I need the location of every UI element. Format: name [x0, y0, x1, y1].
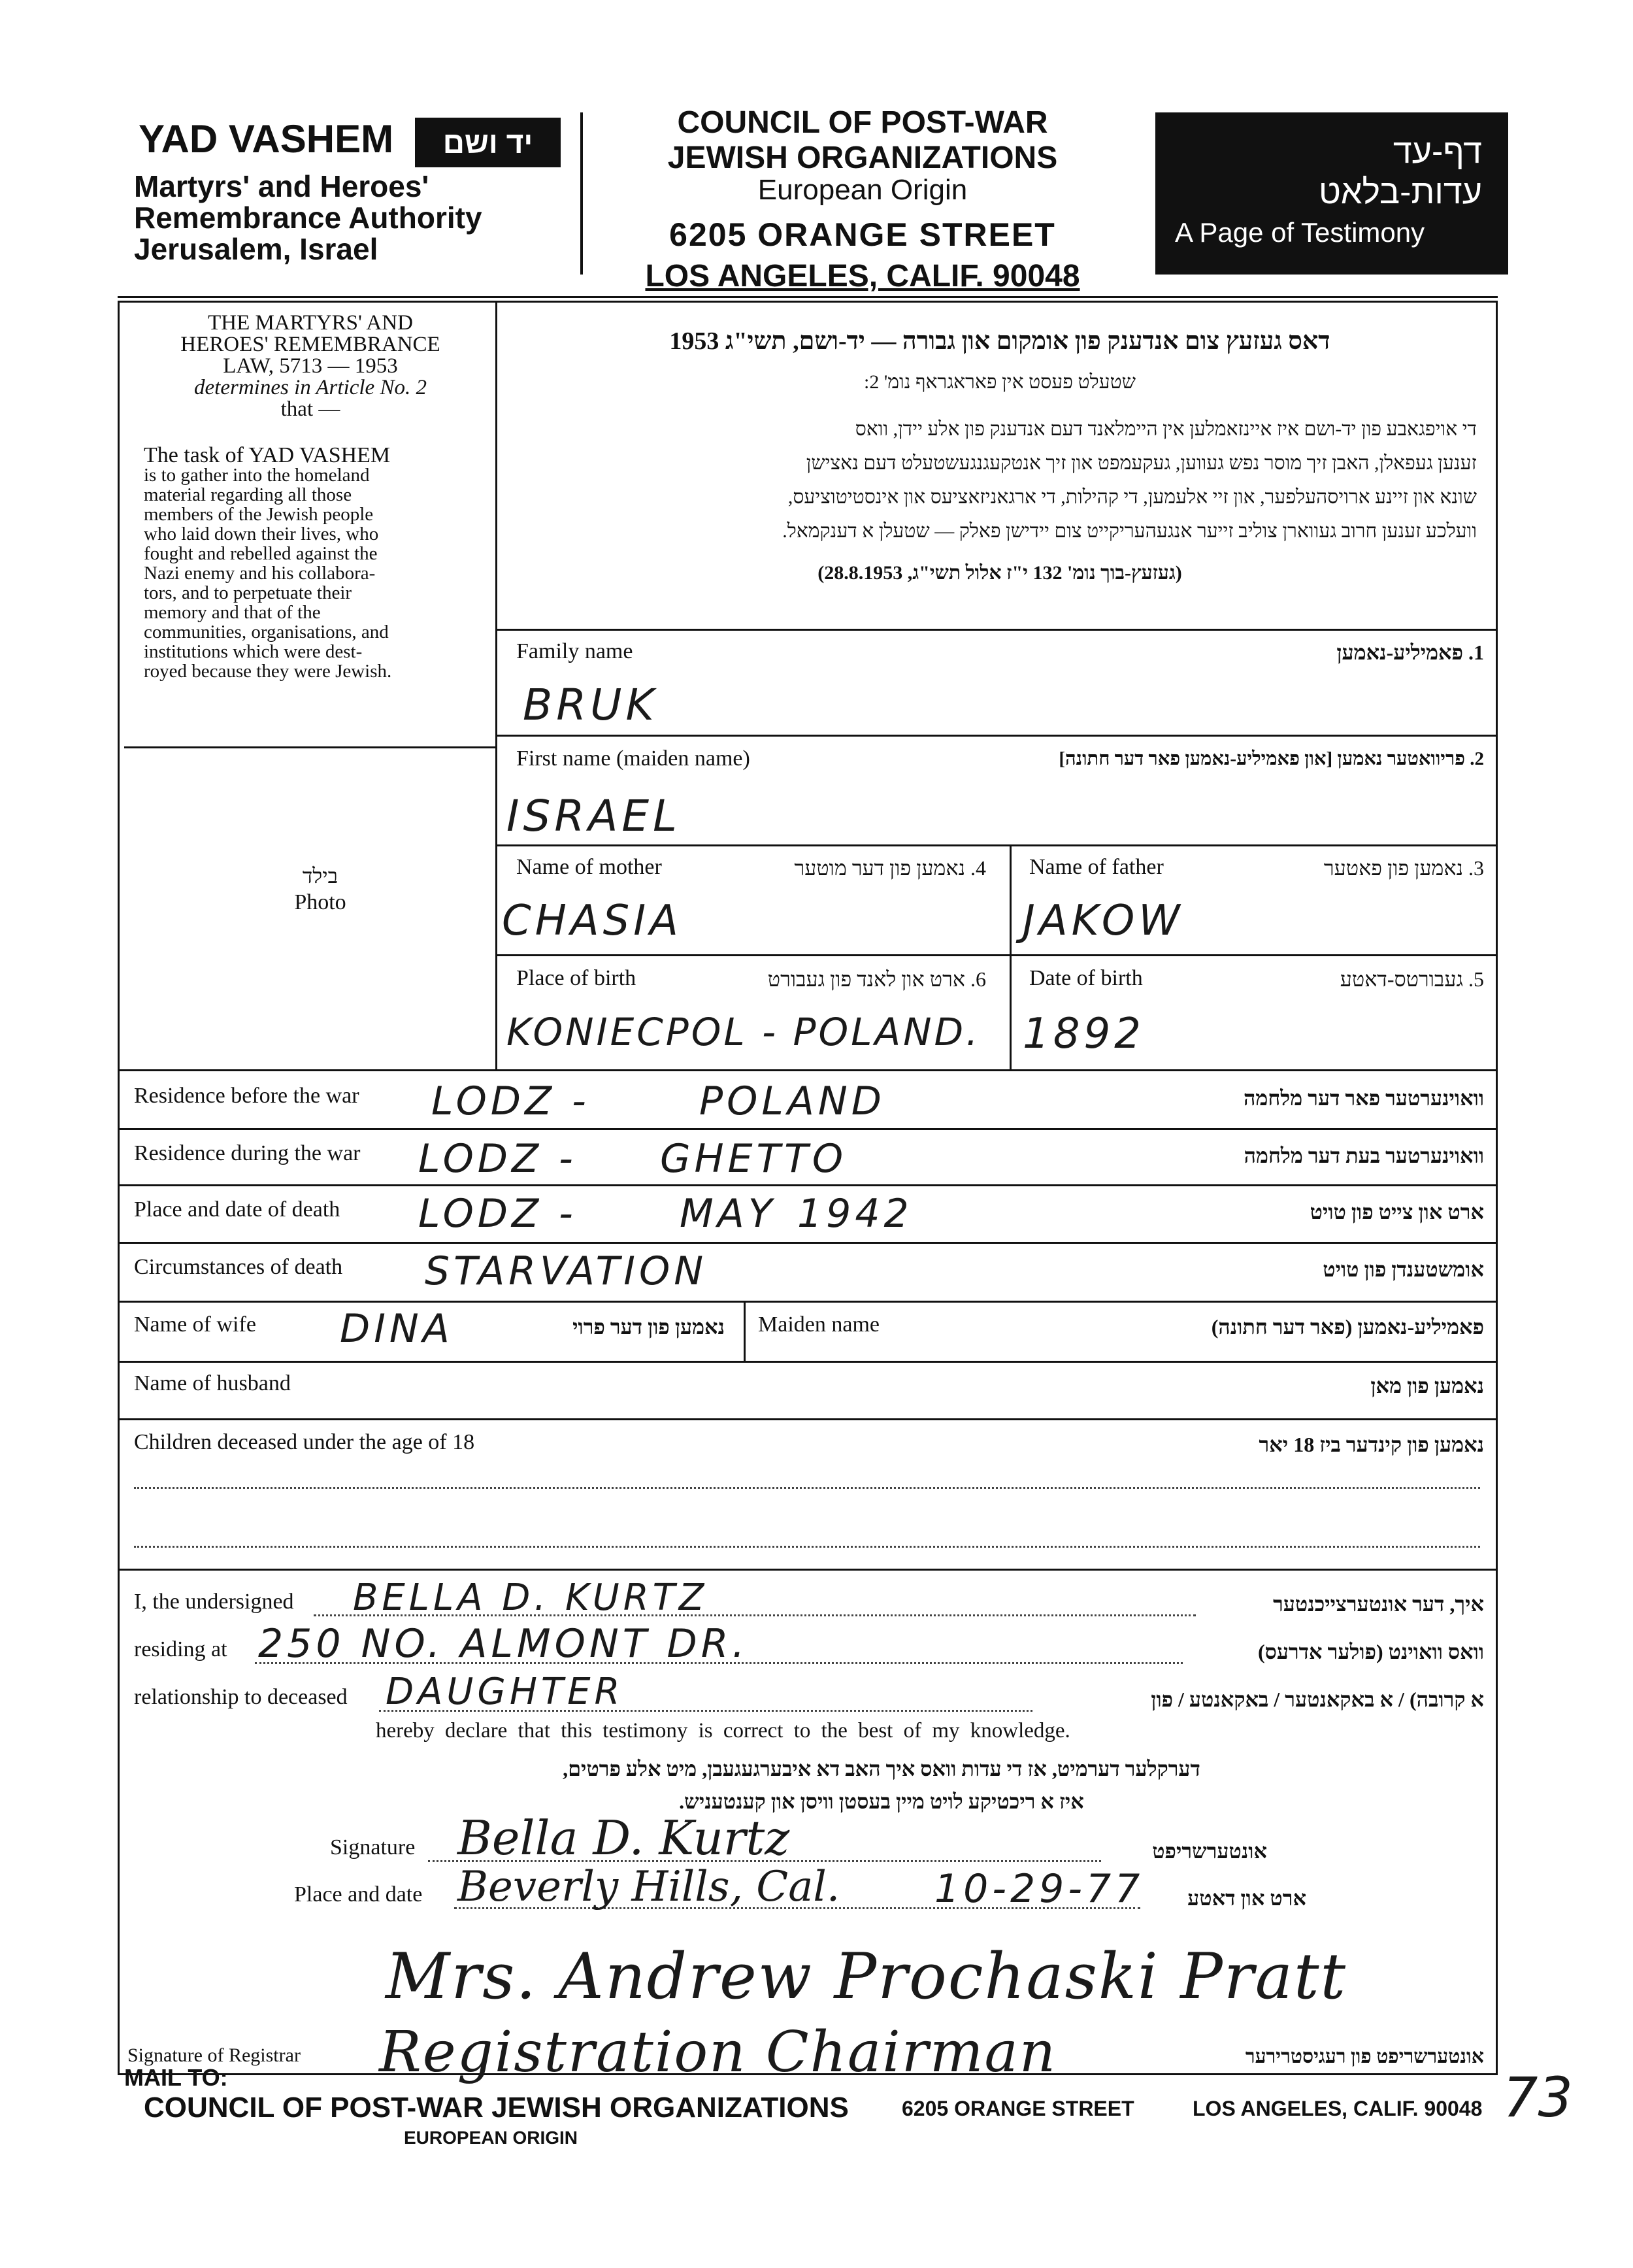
undersigned-label: I, the undersigned [134, 1590, 294, 1614]
father-value[interactable]: JAKOW [1023, 897, 1184, 945]
signature-value[interactable]: Bella D. Kurtz [457, 1810, 790, 1865]
death-value-3[interactable]: 1942 [797, 1191, 913, 1237]
residing-label: residing at [134, 1637, 227, 1661]
row-line-husband [118, 1361, 1498, 1363]
law-hebrew-citation: (געזעץ-בוך נומ' 132 י"ז אלול תשי"ג, 28.8.1953) [817, 562, 1182, 584]
law-title-2: HEROES' REMEMBRANCE [180, 333, 440, 356]
family-name-label: Family name [516, 639, 633, 663]
law-task-text [144, 443, 484, 682]
council-line-1: COUNCIL OF POST-WAR [677, 105, 1048, 140]
birth-date-hebrew: 5. געבורטס-דאטע [1340, 967, 1484, 991]
testimony-hebrew-2: עדות-בלאט [1318, 173, 1482, 211]
registrar-hebrew: אונטערשריפט פון רעגיסטרירער [1245, 2046, 1484, 2067]
row-line-residence-before [118, 1069, 1498, 1071]
wife-label: Name of wife [134, 1312, 256, 1337]
residence-during-label: Residence during the war [134, 1141, 361, 1165]
authority-line-1: Martyrs' and Heroes' [134, 169, 429, 203]
declaration-hebrew-2: איז א ריכטיקע לויט מיין בעסטן וויסן און קענטעניש. [679, 1790, 1084, 1813]
place-date-hebrew: ארט און דאטע [1187, 1886, 1306, 1910]
family-name-value[interactable]: BRUK [523, 680, 658, 730]
registrar-scrawl-2: Registration Chairman [379, 2020, 1057, 2085]
testimony-hebrew-1: דף-עד [1393, 133, 1482, 171]
family-name-hebrew: 1. פאמיליע-נאמען [1336, 641, 1484, 664]
death-hebrew: ארט און צייט פון טויט [1310, 1200, 1484, 1224]
declaration-hebrew-1: דערקלער דערמיט, אז די עדות וואס איך האב דא איבערגעגעבן, מיט אלע פרטים, [563, 1757, 1200, 1780]
row-line-death [118, 1184, 1498, 1186]
mother-hebrew: 4. נאמען פון דער מוטער [794, 856, 986, 880]
footer-city: LOS ANGELES, CALIF. 90048 [1193, 2097, 1483, 2120]
circumstances-value[interactable]: STARVATION [425, 1248, 708, 1294]
place-date-label: Place and date [294, 1882, 423, 1907]
council-line-3: European Origin [757, 174, 968, 206]
residence-before-value-1[interactable]: LODZ - [431, 1078, 590, 1124]
yad-vashem-title: YAD VASHEM [139, 117, 394, 161]
council-line-4: 6205 ORANGE STREET [669, 216, 1056, 253]
law-hebrew-line-2: זענען געפאלן, האבן זיך מוסר נפש געווען, געקעמפט און זיך אנטקעגנגעשטעלט דעם נאצישן [806, 452, 1477, 474]
residence-during-value-2[interactable]: GHETTO [660, 1136, 848, 1182]
children-line-2[interactable] [134, 1546, 1480, 1548]
task-line-1: is to gather into the homeland [144, 465, 370, 486]
footer-mail-to: MAIL TO: [124, 2064, 228, 2091]
law-title-4: determines in Article No. 2 [194, 376, 427, 399]
children-line-1[interactable] [134, 1487, 1480, 1489]
date-value[interactable]: 10-29-77 [934, 1866, 1144, 1912]
residence-before-label: Residence before the war [134, 1084, 359, 1108]
birth-place-hebrew: 6. ארט און לאנד פון געבורט [767, 967, 986, 991]
children-hebrew: נאמען פון קינדער ביז 18 יאר [1259, 1433, 1484, 1456]
undersigned-value[interactable]: BELLA D. KURTZ [353, 1576, 708, 1619]
maiden-label: Maiden name [758, 1312, 880, 1337]
task-line-3: members of the Jewish people [144, 504, 374, 525]
mother-label: Name of mother [516, 855, 662, 879]
children-label: Children deceased under the age of 18 [134, 1430, 475, 1454]
registrar-label: Signature of Registrar [127, 2044, 301, 2066]
row-line-wife [118, 1301, 1498, 1303]
photo-label: Photo [294, 890, 346, 914]
law-hebrew-line-4: וועלכע זענען חרוב געווארן צוליב זייער אנגעהעריקייט צום יידישן פאלק — שטעלן א דענקמאל. [782, 520, 1477, 542]
law-hebrew-line-1: די אויפגאבע פון יד-ושם איז איינזאמלען אין היימלאנד דעם אנדענק פון אלע יידן, וואס [855, 418, 1477, 440]
husband-label: Name of husband [134, 1371, 291, 1395]
father-hebrew: 3. נאמען פון פאטער [1323, 856, 1484, 880]
death-value-1[interactable]: LODZ - [418, 1191, 577, 1237]
task-line-2: material regarding all those [144, 484, 352, 505]
law-photo-divider [124, 746, 495, 748]
registrar-scrawl-1: Mrs. Andrew Prochaski Pratt [386, 1940, 1347, 2013]
law-title-5: that — [280, 397, 340, 421]
residence-during-hebrew: וואוינערטער בעת דער מלחמה [1244, 1144, 1484, 1167]
council-line-5: LOS ANGELES, CALIF. 90048 [645, 259, 1080, 293]
residence-before-value-2[interactable]: POLAND [699, 1078, 885, 1124]
row-line-circumstances [118, 1242, 1498, 1244]
maiden-hebrew: פאמיליע-נאמען (פאר דער חתונה) [1211, 1315, 1484, 1339]
col-line-wife [744, 1301, 746, 1361]
row-line-family [495, 629, 1498, 631]
undersigned-hebrew: איך, דער אונטערצייכנטער [1273, 1592, 1484, 1616]
row-line-children [118, 1418, 1498, 1420]
task-line-4: who laid down their lives, who [144, 524, 379, 544]
task-line-8: memory and that of the [144, 602, 321, 623]
row-line-parents [495, 844, 1498, 846]
first-name-value[interactable]: ISRAEL [506, 791, 681, 841]
relation-hebrew: א קרובה) / א באקאנטער / באקאנטע / פון [1151, 1688, 1484, 1711]
row-line-birth [495, 954, 1498, 956]
task-line-0: The task of YAD VASHEM [144, 443, 391, 467]
law-title-1: THE MARTYRS' AND [208, 311, 413, 335]
law-hebrew-subtitle: שטעלט פעסט אין פאראגראף נומ' 2: [864, 371, 1136, 393]
task-line-6: Nazi enemy and his collabora- [144, 563, 376, 584]
law-hebrew-title: דאס געזעץ צום אנדענק פון אומקום און גבורה — יד-ושם, תשי"ג 1953 [669, 327, 1330, 355]
mother-value[interactable]: CHASIA [502, 897, 682, 945]
task-line-5: fought and rebelled against the [144, 543, 378, 564]
testimony-badge [1155, 112, 1508, 275]
council-line-2: JEWISH ORGANIZATIONS [667, 141, 1058, 175]
husband-hebrew: נאמען פון מאן [1370, 1374, 1484, 1397]
father-label: Name of father [1029, 855, 1164, 879]
relation-label: relationship to deceased [134, 1685, 348, 1709]
death-label: Place and date of death [134, 1197, 340, 1222]
authority-line-2: Remembrance Authority [134, 201, 482, 235]
residence-before-hebrew: וואוינערטער פאר דער מלחמה [1243, 1086, 1484, 1110]
law-hebrew-line-3: שונא און זיינע ארויסהעלפער, און זיי אלעמען, די קהילות, די ארגאניזאציעס און אינסטיטוציעס, [787, 486, 1477, 508]
law-title [127, 312, 493, 420]
row-line-residence-during [118, 1128, 1498, 1130]
circumstances-hebrew: אומשטענדן פון טויט [1323, 1258, 1484, 1281]
birth-place-label: Place of birth [516, 966, 636, 990]
birth-place-value[interactable]: KONIECPOL - POLAND. [506, 1010, 981, 1054]
col-line-parents [1010, 844, 1012, 1071]
signature-hebrew: אונטערשריפט [1152, 1839, 1267, 1863]
row-line-declaration [118, 1569, 1498, 1571]
law-title-3: LAW, 5713 — 1953 [223, 354, 398, 378]
birth-date-value[interactable]: 1892 [1023, 1010, 1145, 1058]
testimony-english: A Page of Testimony [1175, 217, 1425, 248]
wife-value[interactable]: DINA [340, 1306, 454, 1352]
page-mark: 73 [1503, 2065, 1573, 2129]
residing-hebrew: וואס וואוינט (פולער אדרעס) [1257, 1640, 1484, 1663]
wife-hebrew: נאמען פון דער פרוי [572, 1315, 725, 1339]
authority-line-3: Jerusalem, Israel [134, 232, 378, 266]
first-name-hebrew: 2. פריוואטער נאמען [און פאמיליע-נאמען פאר דער חתונה] [1059, 748, 1484, 769]
footer-street: 6205 ORANGE STREET [902, 2097, 1134, 2120]
row-line-first [495, 735, 1498, 737]
death-value-2[interactable]: MAY [680, 1191, 776, 1237]
photo-label-hebrew: בילד [302, 864, 338, 888]
task-line-11: royed because they were Jewish. [144, 661, 392, 682]
footer-council: COUNCIL OF POST-WAR JEWISH ORGANIZATIONS [144, 2092, 849, 2124]
task-line-9: communities, organisations, and [144, 622, 389, 642]
header-divider [580, 112, 583, 275]
yad-vashem-hebrew-logo: יד ושם [415, 118, 561, 167]
first-name-label: First name (maiden name) [516, 746, 750, 771]
signature-label: Signature [330, 1835, 416, 1859]
declaration-statement: hereby declare that this testimony is correct to the best of my knowledge. [376, 1719, 1070, 1743]
relation-value[interactable]: DAUGHTER [386, 1671, 624, 1713]
place-value[interactable]: Beverly Hills, Cal. [457, 1863, 840, 1911]
task-line-7: tors, and to perpetuate their [144, 582, 352, 603]
residence-during-value-1[interactable]: LODZ - [418, 1136, 577, 1182]
task-line-10: institutions which were dest- [144, 641, 363, 662]
residing-value[interactable]: 250 NO. ALMONT DR. [258, 1621, 749, 1667]
birth-date-label: Date of birth [1029, 966, 1143, 990]
frame-top-line [118, 296, 1498, 298]
footer-european-origin: EUROPEAN ORIGIN [404, 2127, 578, 2148]
circumstances-label: Circumstances of death [134, 1255, 343, 1279]
